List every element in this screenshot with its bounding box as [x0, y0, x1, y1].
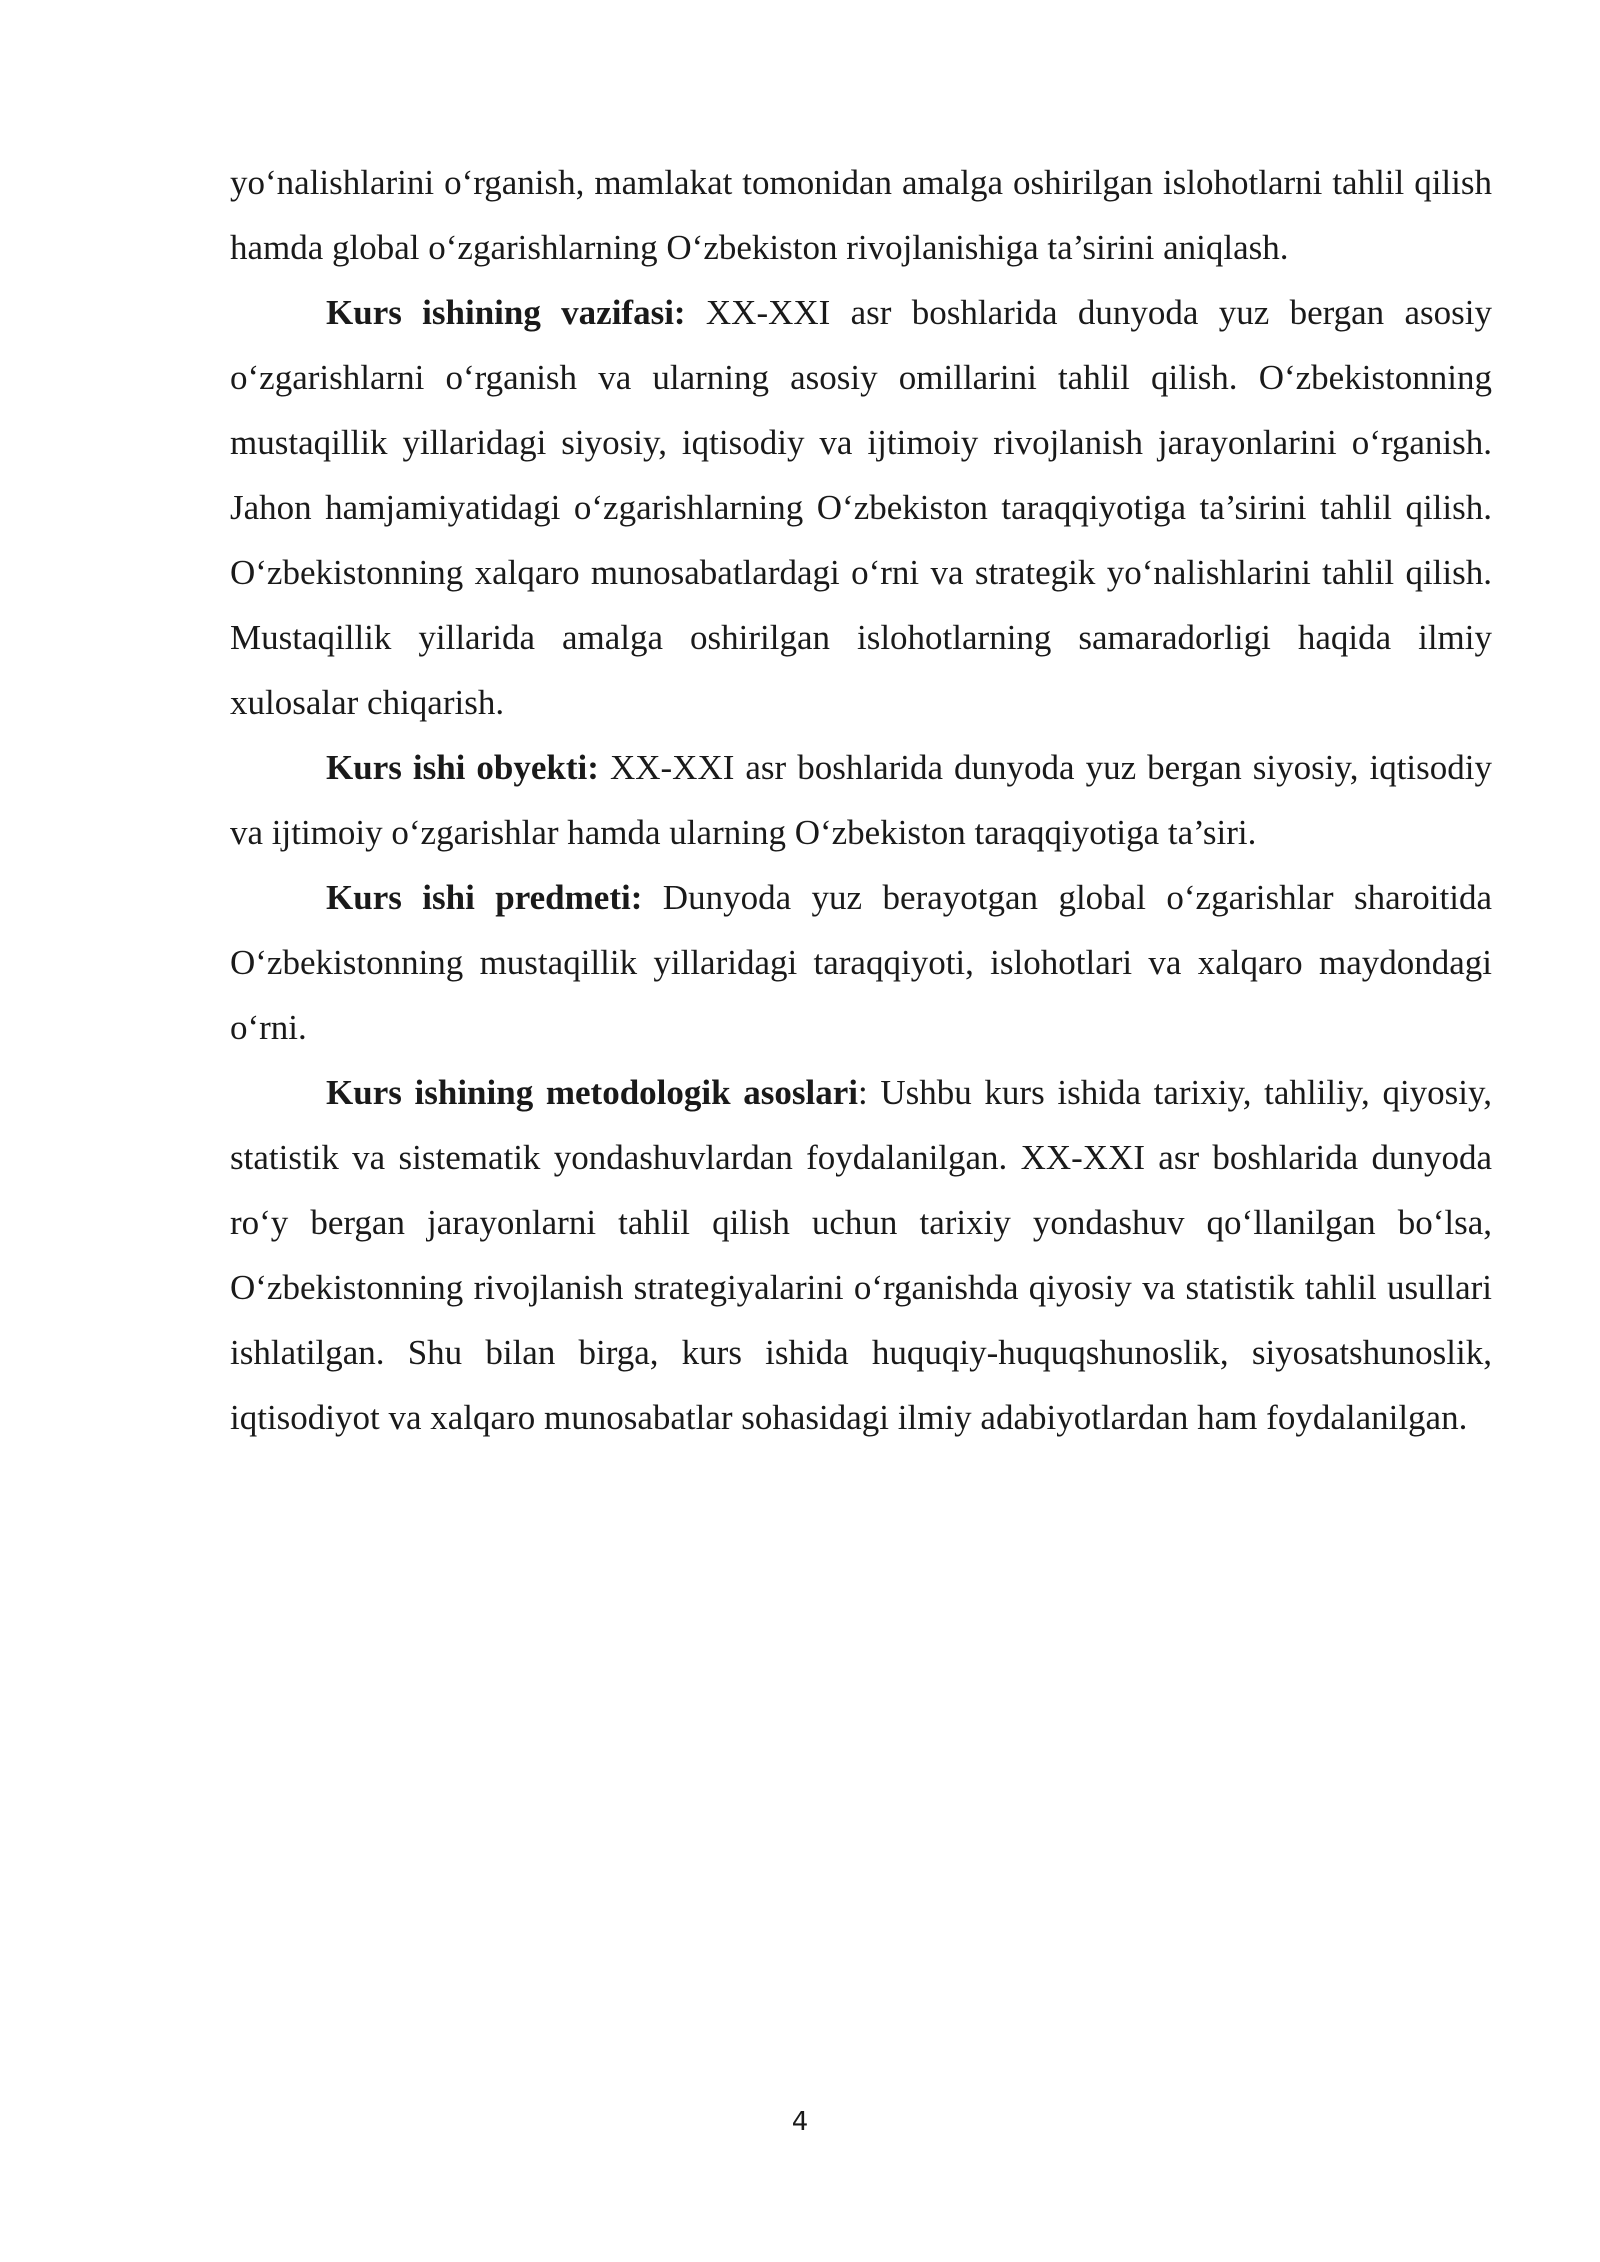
paragraph-object [230, 735, 1492, 865]
paragraph-text: : Ushbu kurs ishida tarixiy, tahliliy, qiyosiy, statistik va sistematik yondashuvlardan foydalanilgan. XX-XXI asr boshlarida dunyoda ro‘y bergan jarayonlarni tahlil qilish uchun tarixiy yondashuv qo‘llanilgan bo‘lsa, O‘zbekistonning rivojlanish strategiyalarini o‘rganishda qiyosiy va statistik tahlil usullari ishlatilgan. Shu bilan birga, kurs ishida huquqiy-huquqshunoslik, siyosatshunoslik, iqtisodiyot va xalqaro munosabatlar sohasidagi ilmiy adabiyotlardan ham foydalanilgan. [230, 1073, 1492, 1437]
paragraph-text: Dunyoda yuz berayotgan global o‘zgarishlar sharoitida O‘zbekistonning mustaqillik yillaridagi taraqqiyoti, islohotlari va xalqaro maydondagi o‘rni. [230, 878, 1492, 1047]
paragraph-subject [230, 865, 1492, 1060]
paragraph-text: XX-XXI asr boshlarida dunyoda yuz bergan siyosiy, iqtisodiy va ijtimoiy o‘zgarishlar hamda ularning O‘zbekiston taraqqiyotiga ta’siri. [230, 748, 1492, 852]
document-body [230, 150, 1492, 1450]
paragraph-heading: Kurs ishining vazifasi: [326, 293, 686, 332]
paragraph-methodology [230, 1060, 1492, 1450]
paragraph-text: XX-XXI asr boshlarida dunyoda yuz bergan asosiy o‘zgarishlarni o‘rganish va ularning asosiy omillarini tahlil qilish. O‘zbekistonning mustaqillik yillaridagi siyosiy, iqtisodiy va ijtimoiy rivojlanish jarayonlarini o‘rganish. Jahon hamjamiyatidagi o‘zgarishlarning O‘zbekiston taraqqiyotiga ta’sirini tahlil qilish. O‘zbekistonning xalqaro munosabatlardagi o‘rni va strategik yo‘nalishlarini tahlil qilish. Mustaqillik yillarida amalga oshirilgan islohotlarning samaradorligi haqida ilmiy xulosalar chiqarish. [230, 293, 1492, 722]
page-number: 4 [791, 2107, 809, 2137]
paragraph-text: yo‘nalishlarini o‘rganish, mamlakat tomonidan amalga oshirilgan islohotlarni tahlil qilish hamda global o‘zgarishlarning O‘zbekiston rivojlanishiga ta’sirini aniqlash. [230, 163, 1492, 267]
paragraph-continuation [230, 150, 1492, 280]
paragraph-heading: Kurs ishi predmeti: [326, 878, 643, 917]
paragraph-heading: Kurs ishining metodologik asoslari [326, 1073, 858, 1112]
paragraph-heading: Kurs ishi obyekti: [326, 748, 599, 787]
paragraph-tasks [230, 280, 1492, 735]
